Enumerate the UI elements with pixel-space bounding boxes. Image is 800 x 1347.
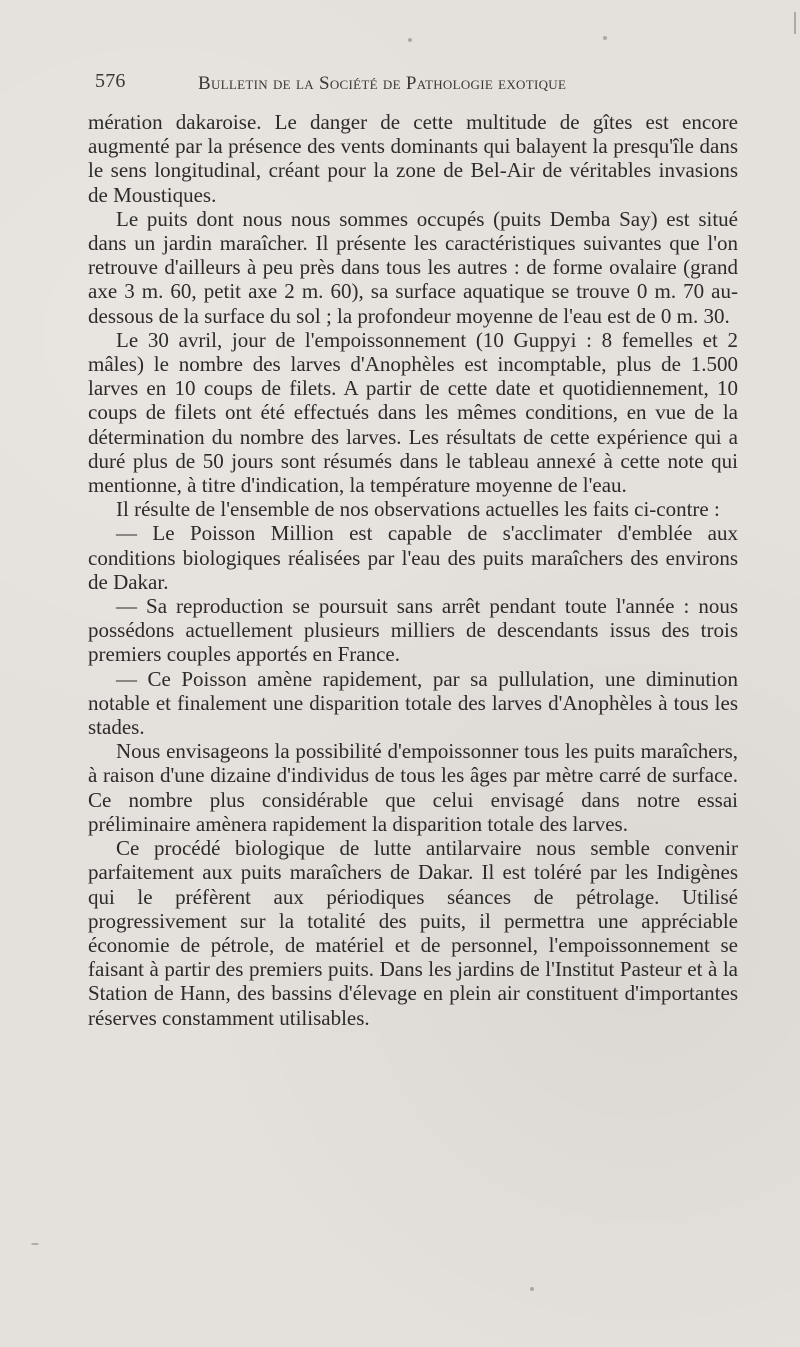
paragraph-bullet-reproduction: — Sa reproduction se poursuit sans arrêt pendant toute l'année : nous possédons actuellement plusieurs milliers de descendants issus des trois premiers couples apportés en France. — [88, 594, 738, 667]
paragraph-observations-intro: Il résulte de l'ensemble de nos observations actuelles les faits ci-contre : — [116, 497, 720, 522]
paragraph-conclusion: Ce procédé biologique de lutte antilarvaire nous semble convenir parfaitement aux puits maraîchers de Dakar. Il est toléré par les Indigènes qui le préfèrent aux périodiques séances de pétrolage. Utilisé progressivement sur la totalité des puits, il permettra une appréciable économie de pétrole, de matériel et de personnel, l'empoissonnement se faisant à partir des premiers puits. Dans les jardins de l'Institut Pasteur et à la Station de Hann, des bassins d'élevage en plein air constituent d'importantes réserves constamment utilisables. — [88, 836, 738, 1030]
page-edge-mark — [794, 12, 796, 34]
page-number: 576 — [95, 70, 126, 92]
paper-speck — [603, 36, 607, 40]
paragraph-stocking-plan: Nous envisageons la possibilité d'empoissonner tous les puits maraîchers, à raison d'une dizaine d'individus de tous les âges par mètre carré de surface. Ce nombre plus considérable que celui envisagé dans notre essai préliminaire amènera rapidement la disparition totale des larves. — [88, 739, 738, 836]
paragraph-continuation: mération dakaroise. Le danger de cette multitude de gîtes est encore augmenté par la présence des vents dominants qui balayent la presqu'île dans le sens longitudinal, créant pour la zone de Bel-Air de véritables invasions de Moustiques. — [88, 110, 738, 207]
body-text — [88, 110, 738, 1030]
paragraph-bullet-larvae-reduction: — Ce Poisson amène rapidement, par sa pullulation, une diminution notable et finalement une disparition totale des larves d'Anophèles à tous les stades. — [88, 666, 738, 740]
paragraph-experiment: Le 30 avril, jour de l'empoissonnement (10 Guppyi : 8 femelles et 2 mâles) le nombre des larves d'Anophèles est incomptable, plus de 1.500 larves en 10 coups de filets. A partir de cette date et quotidiennement, 10 coups de filets ont été effectués dans les mêmes conditions, en vue de la détermination du nombre des larves. Les résultats de cette expérience qui a duré plus de 50 jours sont résumés dans le tableau annexé à cette note qui mentionne, à titre d'indication, la température moyenne de l'eau. — [88, 327, 738, 498]
paper-speck — [530, 1287, 534, 1291]
journal-title: Bulletin de la Société de Pathologie exotique — [198, 73, 567, 94]
paper-speck — [408, 38, 412, 42]
paragraph-well-description: Le puits dont nous nous sommes occupés (puits Demba Say) est situé dans un jardin maraîcher. Il présente les caractéristiques suivantes que l'on retrouve d'ailleurs à peu près dans tous les autres : de forme ovalaire (grand axe 3 m. 60, petit axe 2 m. 60), sa surface aquatique se trouve 0 m. 70 au-dessous de la surface du sol ; la profondeur moyenne de l'eau est de 0 m. 30. — [88, 206, 738, 328]
paper-speck — [31, 1243, 39, 1245]
paragraph-bullet-acclimation: — Le Poisson Million est capable de s'acclimater d'emblée aux conditions biologiques réalisées par l'eau des puits maraîchers des environs de Dakar. — [88, 521, 738, 594]
